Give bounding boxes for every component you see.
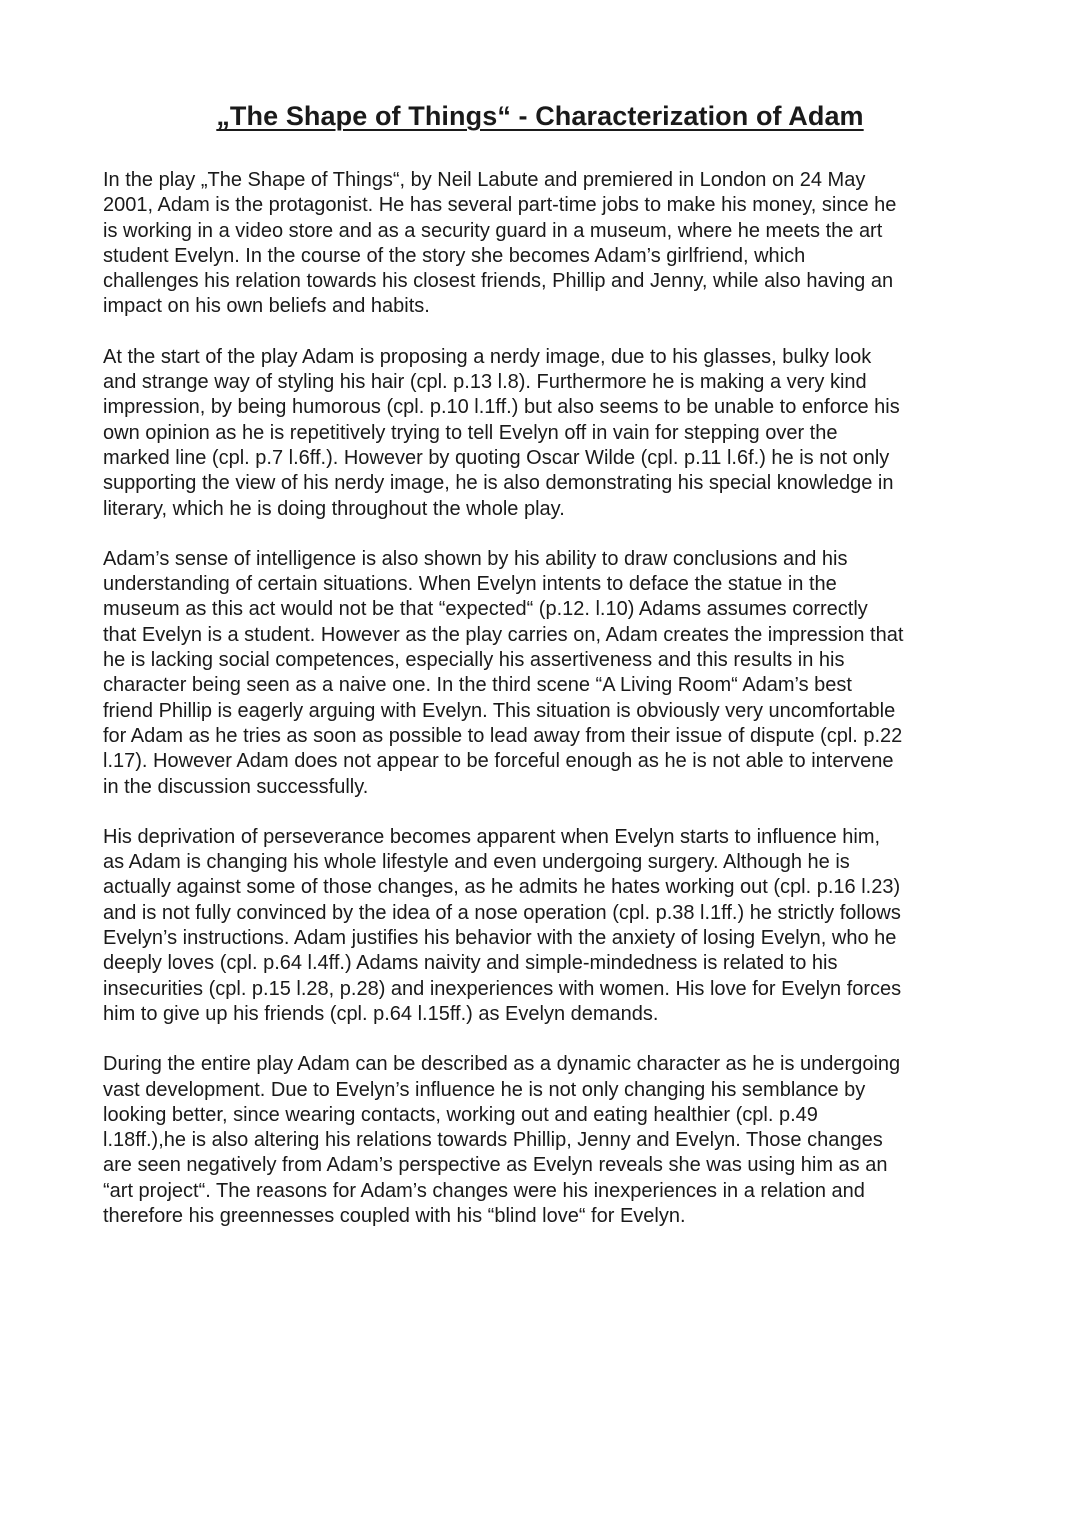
text-line: he is lacking social competences, especially his assertiveness and this results in his bbox=[103, 649, 845, 672]
text-line: l.17). However Adam does not appear to be forceful enough as he is not able to intervene bbox=[103, 750, 894, 773]
text-line: friend Phillip is eagerly arguing with Evelyn. This situation is obviously very uncomfortable bbox=[103, 699, 896, 722]
text-line: is working in a video store and as a security guard in a museum, where he meets the art bbox=[103, 219, 883, 242]
text-line: “art project“. The reasons for Adam’s changes were his inexperiences in a relation and bbox=[103, 1179, 865, 1202]
text-line: as Adam is changing his whole lifestyle and even undergoing surgery. Although he is bbox=[103, 851, 850, 874]
text-line: own opinion as he is repetitively trying to tell Evelyn off in vain for stepping over the bbox=[103, 421, 838, 444]
text-line: impression, by being humorous (cpl. p.10 l.1ff.) but also seems to be unable to enforce his bbox=[103, 396, 900, 419]
text-line: understanding of certain situations. When Evelyn intents to deface the statue in the bbox=[103, 573, 837, 596]
text-line: 2001, Adam is the protagonist. He has several part-time jobs to make his money, since he bbox=[103, 194, 897, 217]
text-line: museum as this act would not be that “expected“ (p.12. l.10) Adams assumes correctly bbox=[103, 598, 868, 621]
text-line: marked line (cpl. p.7 l.6ff.). However by quoting Oscar Wilde (cpl. p.11 l.6f.) he is not only bbox=[103, 446, 890, 469]
document-title: „The Shape of Things“ - Characterization of Adam bbox=[216, 101, 864, 131]
text-line: that Evelyn is a student. However as the play carries on, Adam creates the impression that bbox=[103, 623, 904, 646]
text-line: are seen negatively from Adam’s perspective as Evelyn reveals she was using him as an bbox=[103, 1154, 888, 1177]
text-line: student Evelyn. In the course of the story she becomes Adam’s girlfriend, which bbox=[103, 244, 806, 267]
text-line: Evelyn’s instructions. Adam justifies his behavior with the anxiety of losing Evelyn, who he bbox=[103, 927, 897, 950]
paragraph-conclusion bbox=[103, 1052, 983, 1229]
text-line: During the entire play Adam can be described as a dynamic character as he is undergoing bbox=[103, 1053, 901, 1076]
text-line: for Adam as he tries as soon as possible to lead away from their issue of dispute (cpl. p.22 bbox=[103, 724, 903, 747]
text-line: deeply loves (cpl. p.64 l.4ff.) Adams naivity and simple-mindedness is related to his bbox=[103, 952, 838, 975]
paragraph-intelligence bbox=[103, 547, 983, 800]
text-line: in the discussion successfully. bbox=[103, 775, 369, 798]
text-line: l.18ff.),he is also altering his relations towards Phillip, Jenny and Evelyn. Those changes bbox=[103, 1129, 883, 1152]
text-line: impact on his own beliefs and habits. bbox=[103, 295, 430, 318]
paragraph-appearance bbox=[103, 345, 983, 522]
text-line: supporting the view of his nerdy image, he is also demonstrating his special knowledge in bbox=[103, 472, 894, 495]
text-line: and is not fully convinced by the idea of a nose operation (cpl. p.38 l.1ff.) he strictly follows bbox=[103, 901, 901, 924]
text-line: vast development. Due to Evelyn’s influence he is not only changing his semblance by bbox=[103, 1078, 866, 1101]
text-line: challenges his relation towards his closest friends, Phillip and Jenny, while also having an bbox=[103, 270, 894, 293]
text-line: looking better, since wearing contacts, working out and eating healthier (cpl. p.49 bbox=[103, 1103, 818, 1126]
text-line: him to give up his friends (cpl. p.64 l.15ff.) as Evelyn demands. bbox=[103, 1002, 659, 1025]
text-line: insecurities (cpl. p.15 l.28, p.28) and inexperiences with women. His love for Evelyn forces bbox=[103, 977, 902, 1000]
document-body bbox=[103, 168, 983, 1254]
text-line: actually against some of those changes, as he admits he hates working out (cpl. p.16 l.23) bbox=[103, 876, 901, 899]
text-line: His deprivation of perseverance becomes apparent when Evelyn starts to influence him, bbox=[103, 825, 881, 848]
text-line: In the play „The Shape of Things“, by Neil Labute and premiered in London on 24 May bbox=[103, 169, 866, 191]
text-line: character being seen as a naive one. In the third scene “A Living Room“ Adam’s best bbox=[103, 674, 852, 697]
text-line: literary, which he is doing throughout the whole play. bbox=[103, 497, 565, 520]
text-line: At the start of the play Adam is proposing a nerdy image, due to his glasses, bulky look bbox=[103, 345, 872, 368]
text-line: Adam’s sense of intelligence is also shown by his ability to draw conclusions and his bbox=[103, 547, 848, 570]
paragraph-perseverance bbox=[103, 825, 983, 1027]
paragraph-introduction bbox=[103, 168, 983, 320]
text-line: therefore his greennesses coupled with his “blind love“ for Evelyn. bbox=[103, 1204, 686, 1227]
text-line: and strange way of styling his hair (cpl. p.13 l.8). Furthermore he is making a very kind bbox=[103, 371, 867, 394]
